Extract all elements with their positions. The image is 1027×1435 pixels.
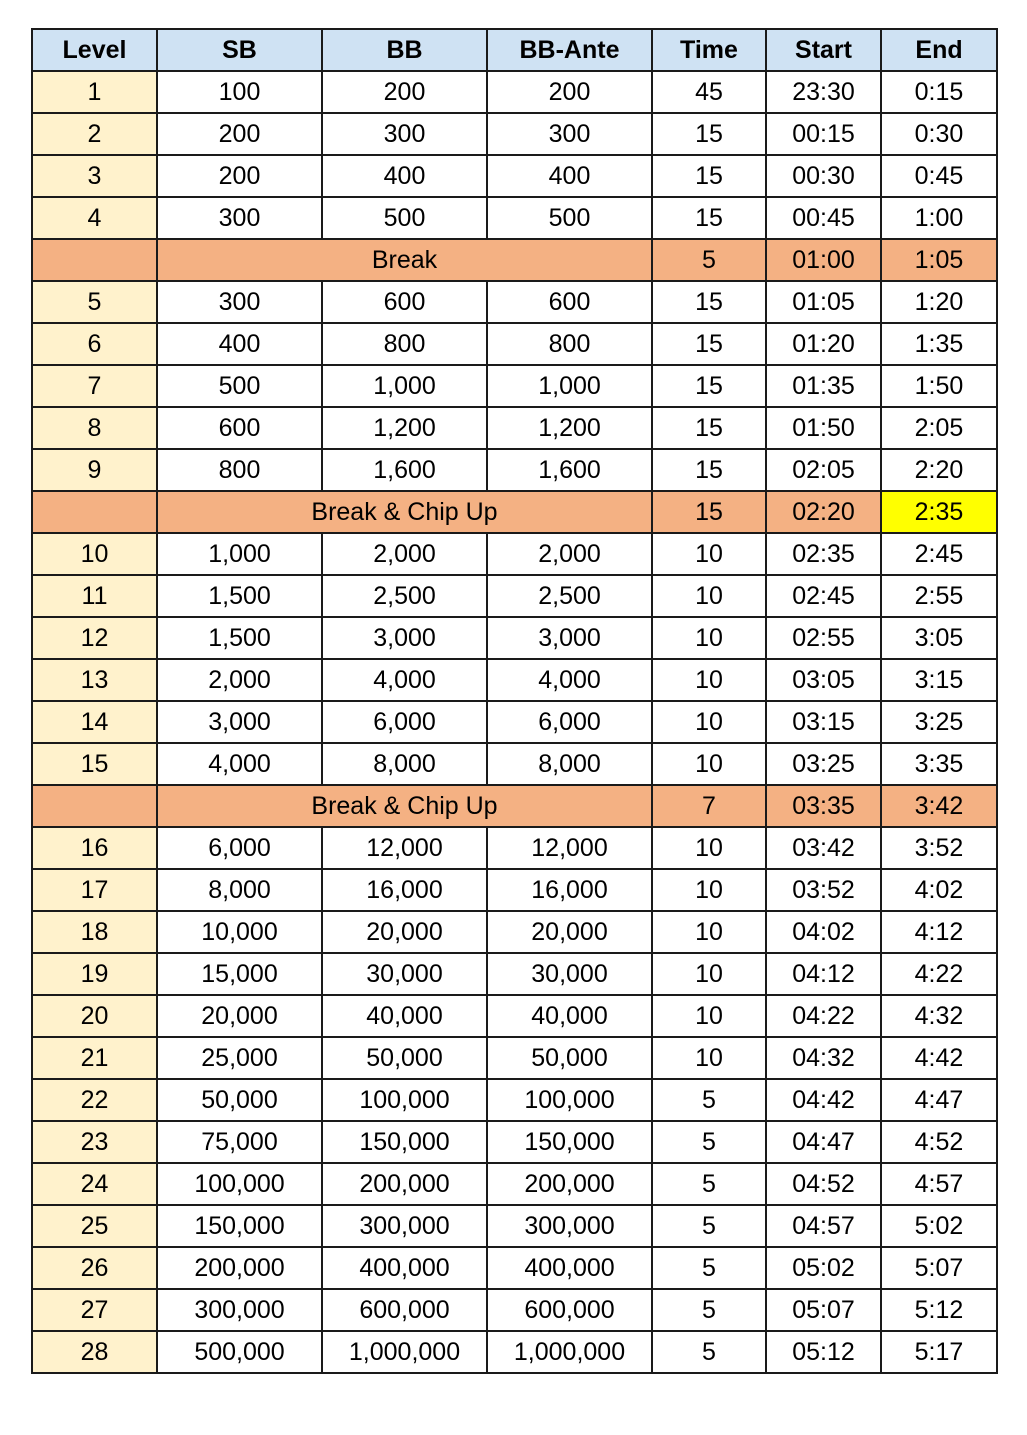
bb-cell: 12,000 (322, 827, 487, 869)
start-cell: 05:12 (766, 1331, 881, 1373)
level-cell: 22 (32, 1079, 157, 1121)
table-row (32, 1247, 997, 1289)
bb-cell: 300,000 (322, 1205, 487, 1247)
level-cell: 12 (32, 617, 157, 659)
end-cell: 3:25 (881, 701, 997, 743)
start-cell: 03:35 (766, 785, 881, 827)
bb-ante-cell: 150,000 (487, 1121, 652, 1163)
start-cell: 02:35 (766, 533, 881, 575)
time-cell: 45 (652, 71, 766, 113)
sb-cell: 300,000 (157, 1289, 322, 1331)
table-row (32, 1163, 997, 1205)
end-cell: 5:17 (881, 1331, 997, 1373)
time-cell: 10 (652, 575, 766, 617)
table-row (32, 155, 997, 197)
header-end: End (881, 29, 997, 71)
start-cell: 03:25 (766, 743, 881, 785)
table-row (32, 281, 997, 323)
end-cell: 0:30 (881, 113, 997, 155)
time-cell: 15 (652, 155, 766, 197)
end-cell: 4:57 (881, 1163, 997, 1205)
bb-ante-cell: 1,000 (487, 365, 652, 407)
header-start: Start (766, 29, 881, 71)
end-cell: 3:52 (881, 827, 997, 869)
end-cell: 3:15 (881, 659, 997, 701)
time-cell: 10 (652, 701, 766, 743)
bb-cell: 4,000 (322, 659, 487, 701)
bb-ante-cell: 500 (487, 197, 652, 239)
level-cell: 17 (32, 869, 157, 911)
sb-cell: 200 (157, 113, 322, 155)
end-cell: 5:12 (881, 1289, 997, 1331)
start-cell: 03:05 (766, 659, 881, 701)
table-row (32, 995, 997, 1037)
bb-ante-cell: 6,000 (487, 701, 652, 743)
level-cell: 28 (32, 1331, 157, 1373)
end-cell: 5:07 (881, 1247, 997, 1289)
sb-cell: 300 (157, 281, 322, 323)
end-cell: 4:42 (881, 1037, 997, 1079)
level-cell: 26 (32, 1247, 157, 1289)
table-row (32, 449, 997, 491)
bb-ante-cell: 20,000 (487, 911, 652, 953)
break-row (32, 785, 997, 827)
break-level-cell (32, 785, 157, 827)
end-cell: 4:22 (881, 953, 997, 995)
end-cell: 4:47 (881, 1079, 997, 1121)
end-cell: 2:55 (881, 575, 997, 617)
bb-ante-cell: 2,500 (487, 575, 652, 617)
sb-cell: 150,000 (157, 1205, 322, 1247)
sb-cell: 500 (157, 365, 322, 407)
table-row (32, 701, 997, 743)
level-cell: 3 (32, 155, 157, 197)
bb-cell: 600,000 (322, 1289, 487, 1331)
start-cell: 04:02 (766, 911, 881, 953)
bb-cell: 2,500 (322, 575, 487, 617)
bb-ante-cell: 1,600 (487, 449, 652, 491)
start-cell: 03:42 (766, 827, 881, 869)
end-cell: 1:50 (881, 365, 997, 407)
table-row (32, 407, 997, 449)
level-cell: 24 (32, 1163, 157, 1205)
bb-ante-cell: 300 (487, 113, 652, 155)
table-row (32, 869, 997, 911)
level-cell: 1 (32, 71, 157, 113)
table-row (32, 197, 997, 239)
level-cell: 8 (32, 407, 157, 449)
bb-ante-cell: 1,200 (487, 407, 652, 449)
table-row (32, 1037, 997, 1079)
sb-cell: 500,000 (157, 1331, 322, 1373)
sb-cell: 75,000 (157, 1121, 322, 1163)
start-cell: 01:20 (766, 323, 881, 365)
break-level-cell (32, 491, 157, 533)
time-cell: 10 (652, 617, 766, 659)
sb-cell: 1,000 (157, 533, 322, 575)
start-cell: 05:02 (766, 1247, 881, 1289)
break-row (32, 491, 997, 533)
level-cell: 9 (32, 449, 157, 491)
bb-ante-cell: 50,000 (487, 1037, 652, 1079)
time-cell: 15 (652, 365, 766, 407)
start-cell: 00:30 (766, 155, 881, 197)
table-row (32, 1121, 997, 1163)
bb-cell: 800 (322, 323, 487, 365)
time-cell: 15 (652, 197, 766, 239)
bb-cell: 500 (322, 197, 487, 239)
start-cell: 01:50 (766, 407, 881, 449)
time-cell: 15 (652, 113, 766, 155)
header-bb: BB (322, 29, 487, 71)
end-cell: 5:02 (881, 1205, 997, 1247)
level-cell: 16 (32, 827, 157, 869)
end-cell: 3:35 (881, 743, 997, 785)
sb-cell: 200 (157, 155, 322, 197)
break-label: Break & Chip Up (157, 785, 652, 827)
table-row (32, 1289, 997, 1331)
bb-cell: 30,000 (322, 953, 487, 995)
bb-cell: 1,000,000 (322, 1331, 487, 1373)
header-sb: SB (157, 29, 322, 71)
sb-cell: 6,000 (157, 827, 322, 869)
start-cell: 01:00 (766, 239, 881, 281)
break-label: Break & Chip Up (157, 491, 652, 533)
blind-structure-table (31, 28, 998, 1374)
bb-ante-cell: 200,000 (487, 1163, 652, 1205)
header-level: Level (32, 29, 157, 71)
time-cell: 10 (652, 869, 766, 911)
time-cell: 10 (652, 533, 766, 575)
bb-ante-cell: 12,000 (487, 827, 652, 869)
bb-cell: 200 (322, 71, 487, 113)
level-cell: 13 (32, 659, 157, 701)
bb-cell: 100,000 (322, 1079, 487, 1121)
start-cell: 01:35 (766, 365, 881, 407)
time-cell: 5 (652, 1205, 766, 1247)
bb-ante-cell: 100,000 (487, 1079, 652, 1121)
start-cell: 04:12 (766, 953, 881, 995)
bb-ante-cell: 200 (487, 71, 652, 113)
sb-cell: 100 (157, 71, 322, 113)
start-cell: 05:07 (766, 1289, 881, 1331)
sb-cell: 400 (157, 323, 322, 365)
sb-cell: 300 (157, 197, 322, 239)
bb-ante-cell: 600,000 (487, 1289, 652, 1331)
table-row (32, 953, 997, 995)
sb-cell: 3,000 (157, 701, 322, 743)
time-cell: 5 (652, 1121, 766, 1163)
sb-cell: 4,000 (157, 743, 322, 785)
time-cell: 10 (652, 827, 766, 869)
bb-cell: 6,000 (322, 701, 487, 743)
table-row (32, 575, 997, 617)
time-cell: 15 (652, 491, 766, 533)
bb-ante-cell: 2,000 (487, 533, 652, 575)
table-row (32, 827, 997, 869)
sb-cell: 200,000 (157, 1247, 322, 1289)
start-cell: 04:22 (766, 995, 881, 1037)
bb-cell: 200,000 (322, 1163, 487, 1205)
level-cell: 15 (32, 743, 157, 785)
bb-ante-cell: 8,000 (487, 743, 652, 785)
sb-cell: 800 (157, 449, 322, 491)
table-row (32, 323, 997, 365)
start-cell: 02:45 (766, 575, 881, 617)
end-cell: 2:05 (881, 407, 997, 449)
end-cell: 1:05 (881, 239, 997, 281)
table-row (32, 71, 997, 113)
time-cell: 10 (652, 743, 766, 785)
bb-cell: 20,000 (322, 911, 487, 953)
sb-cell: 20,000 (157, 995, 322, 1037)
bb-ante-cell: 1,000,000 (487, 1331, 652, 1373)
start-cell: 04:52 (766, 1163, 881, 1205)
time-cell: 10 (652, 1037, 766, 1079)
bb-ante-cell: 400,000 (487, 1247, 652, 1289)
table-row (32, 743, 997, 785)
table-row (32, 113, 997, 155)
table-row (32, 911, 997, 953)
start-cell: 00:45 (766, 197, 881, 239)
time-cell: 5 (652, 1163, 766, 1205)
end-cell: 4:12 (881, 911, 997, 953)
end-cell: 3:42 (881, 785, 997, 827)
end-cell: 1:35 (881, 323, 997, 365)
header-row (32, 29, 997, 71)
end-cell: 2:20 (881, 449, 997, 491)
bb-ante-cell: 300,000 (487, 1205, 652, 1247)
level-cell: 27 (32, 1289, 157, 1331)
start-cell: 02:20 (766, 491, 881, 533)
bb-ante-cell: 400 (487, 155, 652, 197)
bb-cell: 1,200 (322, 407, 487, 449)
header-time: Time (652, 29, 766, 71)
bb-cell: 16,000 (322, 869, 487, 911)
level-cell: 2 (32, 113, 157, 155)
end-cell: 2:45 (881, 533, 997, 575)
level-cell: 14 (32, 701, 157, 743)
bb-cell: 50,000 (322, 1037, 487, 1079)
level-cell: 10 (32, 533, 157, 575)
start-cell: 03:15 (766, 701, 881, 743)
end-cell: 0:15 (881, 71, 997, 113)
bb-ante-cell: 40,000 (487, 995, 652, 1037)
break-label: Break (157, 239, 652, 281)
table-row (32, 617, 997, 659)
sb-cell: 1,500 (157, 575, 322, 617)
end-cell: 4:02 (881, 869, 997, 911)
start-cell: 04:57 (766, 1205, 881, 1247)
level-cell: 7 (32, 365, 157, 407)
bb-cell: 8,000 (322, 743, 487, 785)
break-level-cell (32, 239, 157, 281)
level-cell: 18 (32, 911, 157, 953)
time-cell: 10 (652, 911, 766, 953)
start-cell: 02:05 (766, 449, 881, 491)
end-cell: 0:45 (881, 155, 997, 197)
table-row (32, 1331, 997, 1373)
time-cell: 15 (652, 449, 766, 491)
table-row (32, 365, 997, 407)
sb-cell: 600 (157, 407, 322, 449)
bb-ante-cell: 16,000 (487, 869, 652, 911)
start-cell: 04:42 (766, 1079, 881, 1121)
sb-cell: 1,500 (157, 617, 322, 659)
start-cell: 04:47 (766, 1121, 881, 1163)
level-cell: 11 (32, 575, 157, 617)
start-cell: 01:05 (766, 281, 881, 323)
end-cell: 1:20 (881, 281, 997, 323)
level-cell: 20 (32, 995, 157, 1037)
level-cell: 6 (32, 323, 157, 365)
time-cell: 10 (652, 995, 766, 1037)
sb-cell: 8,000 (157, 869, 322, 911)
start-cell: 23:30 (766, 71, 881, 113)
time-cell: 15 (652, 407, 766, 449)
time-cell: 10 (652, 953, 766, 995)
bb-cell: 150,000 (322, 1121, 487, 1163)
time-cell: 5 (652, 239, 766, 281)
level-cell: 4 (32, 197, 157, 239)
bb-cell: 400 (322, 155, 487, 197)
sb-cell: 100,000 (157, 1163, 322, 1205)
sb-cell: 15,000 (157, 953, 322, 995)
level-cell: 23 (32, 1121, 157, 1163)
time-cell: 10 (652, 659, 766, 701)
level-cell: 5 (32, 281, 157, 323)
table-row (32, 1205, 997, 1247)
start-cell: 03:52 (766, 869, 881, 911)
end-cell: 2:35 (881, 491, 997, 533)
sb-cell: 50,000 (157, 1079, 322, 1121)
time-cell: 5 (652, 1247, 766, 1289)
time-cell: 5 (652, 1079, 766, 1121)
time-cell: 15 (652, 323, 766, 365)
table-row (32, 1079, 997, 1121)
start-cell: 02:55 (766, 617, 881, 659)
end-cell: 3:05 (881, 617, 997, 659)
table-row (32, 533, 997, 575)
bb-cell: 2,000 (322, 533, 487, 575)
sb-cell: 10,000 (157, 911, 322, 953)
bb-cell: 400,000 (322, 1247, 487, 1289)
time-cell: 7 (652, 785, 766, 827)
sb-cell: 2,000 (157, 659, 322, 701)
bb-cell: 1,600 (322, 449, 487, 491)
end-cell: 1:00 (881, 197, 997, 239)
end-cell: 4:32 (881, 995, 997, 1037)
bb-ante-cell: 4,000 (487, 659, 652, 701)
bb-cell: 3,000 (322, 617, 487, 659)
bb-ante-cell: 600 (487, 281, 652, 323)
table-row (32, 659, 997, 701)
start-cell: 04:32 (766, 1037, 881, 1079)
break-row (32, 239, 997, 281)
end-cell: 4:52 (881, 1121, 997, 1163)
bb-ante-cell: 800 (487, 323, 652, 365)
header-bb-ante: BB-Ante (487, 29, 652, 71)
bb-cell: 1,000 (322, 365, 487, 407)
level-cell: 19 (32, 953, 157, 995)
time-cell: 5 (652, 1289, 766, 1331)
sb-cell: 25,000 (157, 1037, 322, 1079)
bb-cell: 300 (322, 113, 487, 155)
bb-cell: 600 (322, 281, 487, 323)
bb-ante-cell: 30,000 (487, 953, 652, 995)
bb-ante-cell: 3,000 (487, 617, 652, 659)
bb-cell: 40,000 (322, 995, 487, 1037)
time-cell: 15 (652, 281, 766, 323)
level-cell: 21 (32, 1037, 157, 1079)
start-cell: 00:15 (766, 113, 881, 155)
level-cell: 25 (32, 1205, 157, 1247)
table-body (32, 71, 997, 1373)
time-cell: 5 (652, 1331, 766, 1373)
